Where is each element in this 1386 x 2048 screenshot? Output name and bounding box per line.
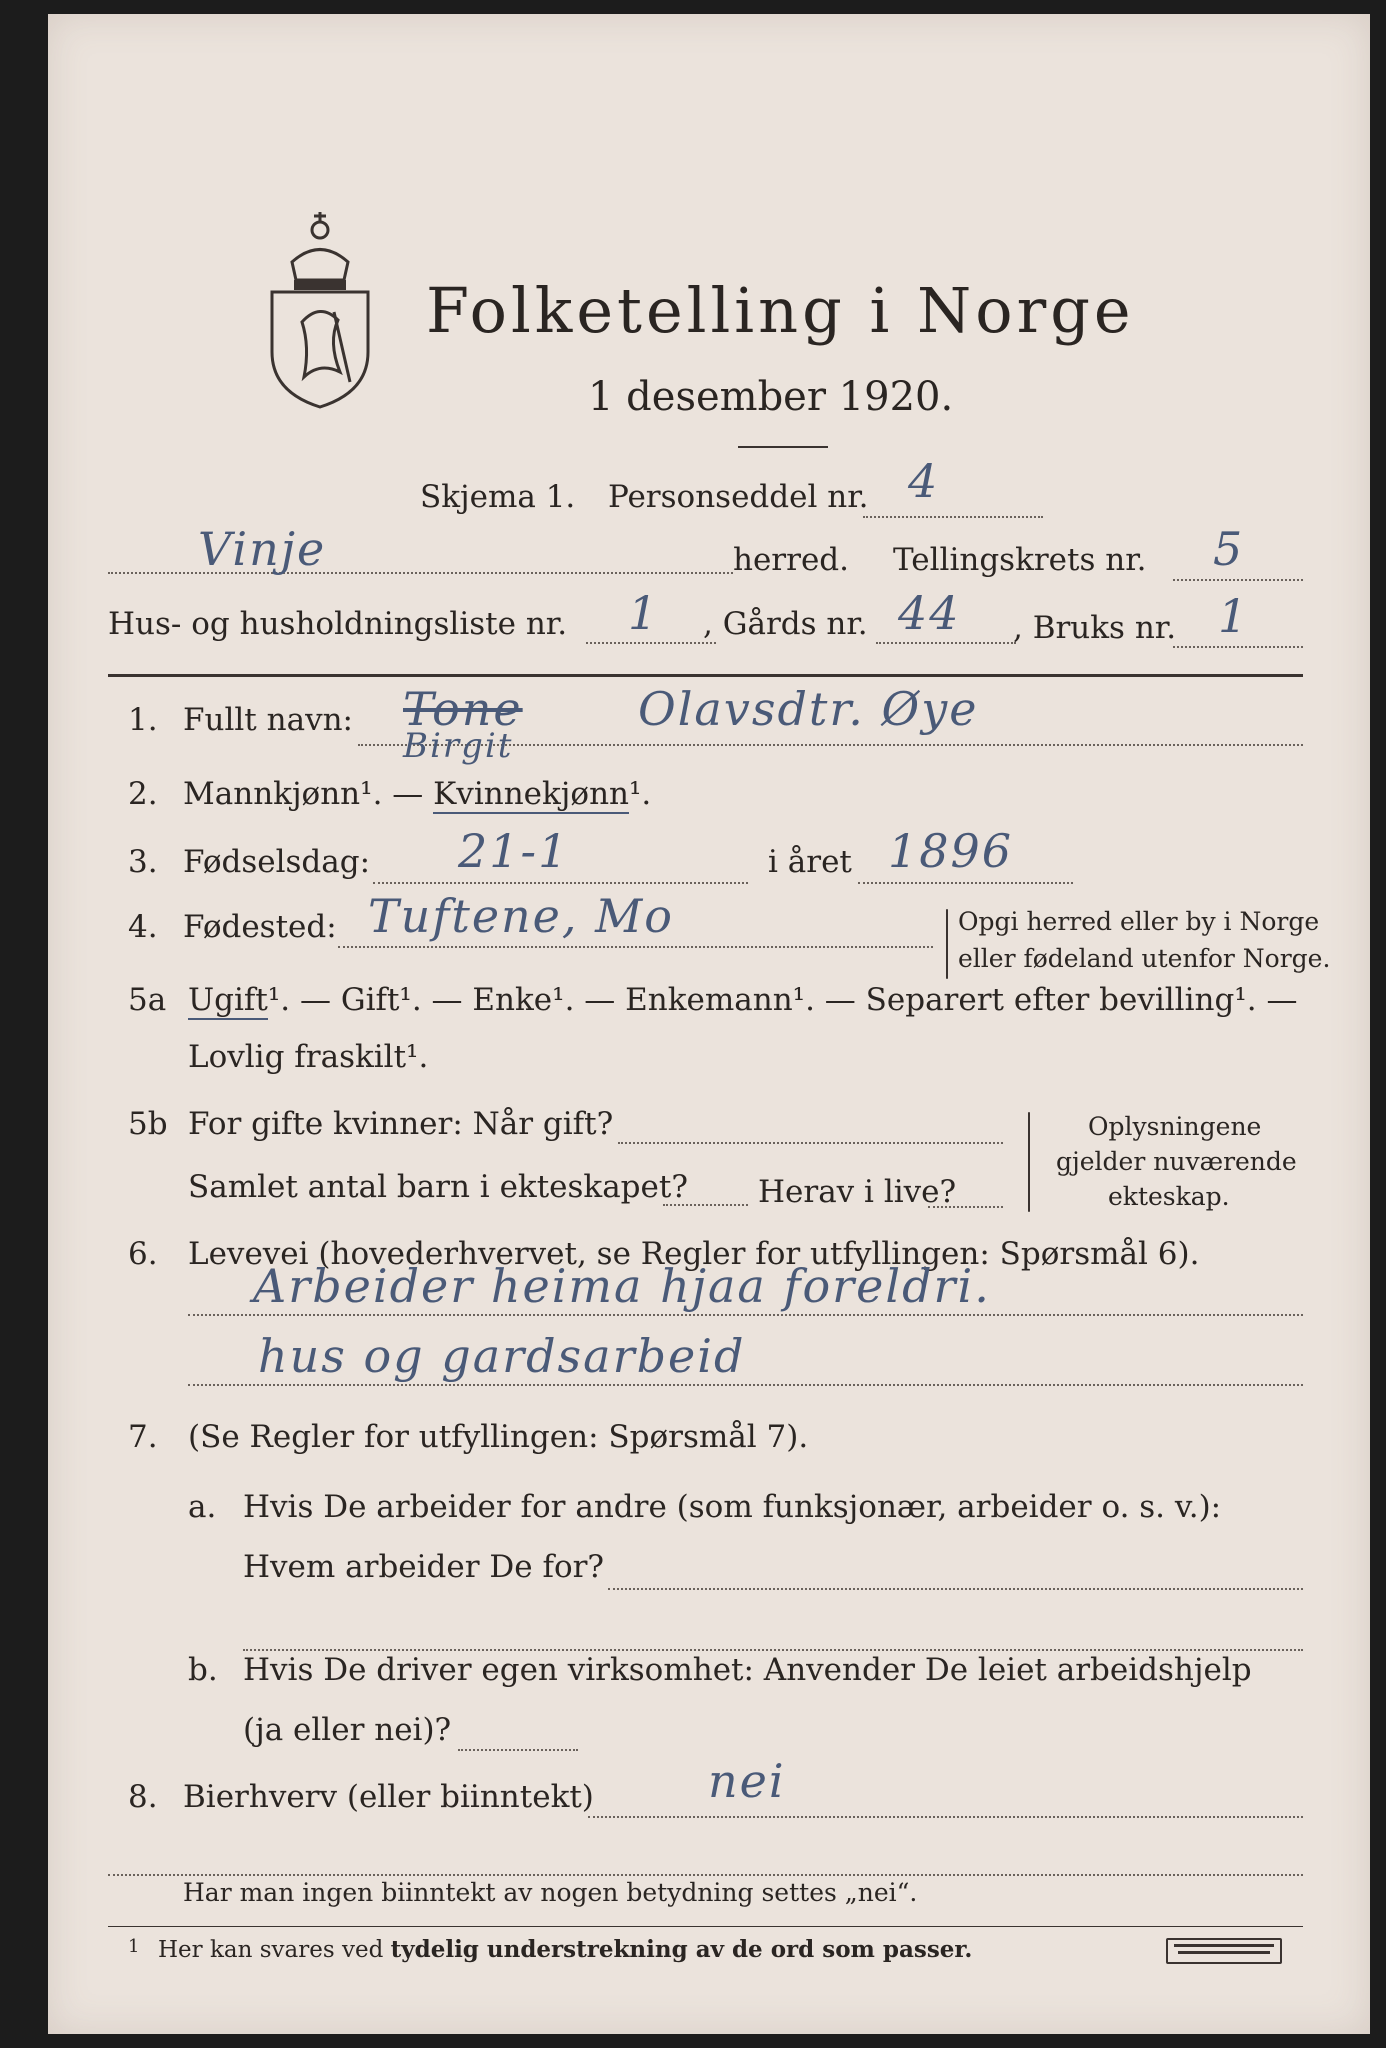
q8-value[interactable]: nei xyxy=(708,1754,786,1808)
q5a-number: 5a xyxy=(128,982,167,1018)
personseddel-line xyxy=(863,516,1043,518)
q4-number: 4. xyxy=(128,909,158,945)
norway-coat-of-arms-icon xyxy=(262,202,378,412)
q1-number: 1. xyxy=(128,702,158,738)
husliste-line xyxy=(586,642,716,644)
q5b-married-line xyxy=(618,1142,1003,1144)
q5b-note-line1: Oplysningene xyxy=(1088,1112,1262,1141)
q7a-line1: Hvis De arbeider for andre (som funksjonær, arbeider o. s. v.): xyxy=(243,1489,1222,1525)
q8-number: 8. xyxy=(128,1779,158,1815)
q7b-letter: b. xyxy=(188,1652,218,1688)
q4-note-brace xyxy=(946,909,948,979)
q6-value-line2[interactable]: hus og gardsarbeid xyxy=(258,1329,746,1383)
q7b-line xyxy=(458,1749,578,1751)
q5b-alive-label: Herav i live? xyxy=(758,1174,957,1210)
husliste-label: Hus- og husholdningsliste nr. xyxy=(108,606,568,642)
q6-line1 xyxy=(188,1314,1303,1316)
bruks-line xyxy=(1173,646,1303,648)
q3-year-line xyxy=(858,882,1073,884)
title-divider xyxy=(738,446,828,448)
gards-line xyxy=(876,642,1016,644)
tellingskrets-label: Tellingskrets nr. xyxy=(893,542,1147,578)
gards-label: , Gårds nr. xyxy=(703,606,868,642)
q5b-number: 5b xyxy=(128,1106,168,1142)
q7a-extra-line xyxy=(243,1649,1303,1651)
q3-day-line xyxy=(373,882,748,884)
q5b-note-brace xyxy=(1028,1112,1030,1212)
census-form xyxy=(48,14,1370,2034)
footer-divider xyxy=(108,1926,1303,1927)
q2-number: 2. xyxy=(128,776,158,812)
bruks-value[interactable]: 1 xyxy=(1218,589,1250,643)
q6-label: Levevei (hovederhvervet, se Regler for utfyllingen: Spørsmål 6). xyxy=(188,1236,1200,1272)
q6-line2 xyxy=(188,1384,1303,1386)
q4-value[interactable]: Tuftene, Mo xyxy=(368,889,674,943)
q7a-letter: a. xyxy=(188,1489,217,1525)
q4-note-line1: Opgi herred eller by i Norge xyxy=(958,907,1320,936)
tellingskrets-value[interactable]: 5 xyxy=(1213,522,1245,576)
q6-number: 6. xyxy=(128,1236,158,1272)
footnote-number: 1 xyxy=(128,1936,140,1957)
q8-line xyxy=(588,1816,1303,1818)
q5a-line2: Lovlig fraskilt¹. xyxy=(188,1039,429,1075)
form-date: 1 desember 1920. xyxy=(588,374,954,420)
q1-struck-name[interactable]: Tone xyxy=(403,682,523,736)
q5b-children-line xyxy=(663,1204,748,1206)
q5a-line1: Ugift¹. — Gift¹. — Enke¹. — Enkemann¹. — Separert efter bevilling¹. — xyxy=(188,982,1298,1018)
q1-label: Fullt navn: xyxy=(183,702,353,738)
q7b-line1: Hvis De driver egen virksomhet: Anvender De leiet arbeidshjelp xyxy=(243,1652,1252,1688)
q7-label: (Se Regler for utfyllingen: Spørsmål 7). xyxy=(188,1419,809,1455)
gards-value[interactable]: 44 xyxy=(898,586,961,640)
schema-label: Skjema 1. xyxy=(420,479,576,515)
q8-label: Bierhverv (eller biinntekt) xyxy=(183,1779,594,1815)
footnote-text: Her kan svares ved tydelig understrekning av de ord som passer. xyxy=(158,1936,973,1963)
q1-value[interactable]: Olavsdtr. Øye xyxy=(638,682,979,736)
q6-value-line1[interactable]: Arbeider heima hjaa foreldri. xyxy=(253,1259,991,1313)
q7a-line2: Hvem arbeider De for? xyxy=(243,1549,605,1585)
tellingskrets-line xyxy=(1173,579,1303,581)
herred-label: herred. xyxy=(733,542,849,578)
q7-number: 7. xyxy=(128,1419,158,1455)
q2-label: Mannkjønn¹. — Kvinnekjønn¹. xyxy=(183,776,652,812)
q1-correction[interactable]: Birgit xyxy=(403,726,514,766)
q3-year-label: i året xyxy=(768,844,852,880)
q5b-note-line3: ekteskap. xyxy=(1108,1182,1230,1211)
q4-label: Fødested: xyxy=(183,909,337,945)
q4-note-line2: eller fødeland utenfor Norge. xyxy=(958,944,1331,973)
form-title: Folketelling i Norge xyxy=(426,274,1135,347)
q5a-selected-option[interactable]: Ugift xyxy=(188,982,268,1018)
q7b-line2: (ja eller nei)? xyxy=(243,1712,452,1748)
q4-line xyxy=(338,946,933,948)
q2-selected-option[interactable]: Kvinnekjønn xyxy=(433,776,629,812)
q3-number: 3. xyxy=(128,844,158,880)
q3-year-value[interactable]: 1896 xyxy=(888,824,1014,878)
footer-note: Har man ingen biinntekt av nogen betydning settes „nei“. xyxy=(183,1878,918,1907)
q5b-alive-line xyxy=(928,1206,1003,1208)
printer-stamp-icon xyxy=(1166,1938,1282,1964)
q5b-children-label: Samlet antal barn i ekteskapet? xyxy=(188,1169,688,1205)
personseddel-label: Personseddel nr. xyxy=(608,479,869,515)
q8-extra-line xyxy=(108,1874,1303,1876)
q5b-line1: For gifte kvinner: Når gift? xyxy=(188,1106,614,1142)
personseddel-value[interactable]: 4 xyxy=(908,454,940,508)
q3-label: Fødselsdag: xyxy=(183,844,371,880)
bruks-label: , Bruks nr. xyxy=(1013,610,1177,646)
section-divider xyxy=(108,674,1303,677)
q5b-note-line2: gjelder nuværende xyxy=(1056,1147,1297,1176)
husliste-value[interactable]: 1 xyxy=(628,586,660,640)
q7a-line xyxy=(608,1588,1303,1590)
q3-value[interactable]: 21-1 xyxy=(458,824,570,878)
herred-value[interactable]: Vinje xyxy=(198,522,327,576)
